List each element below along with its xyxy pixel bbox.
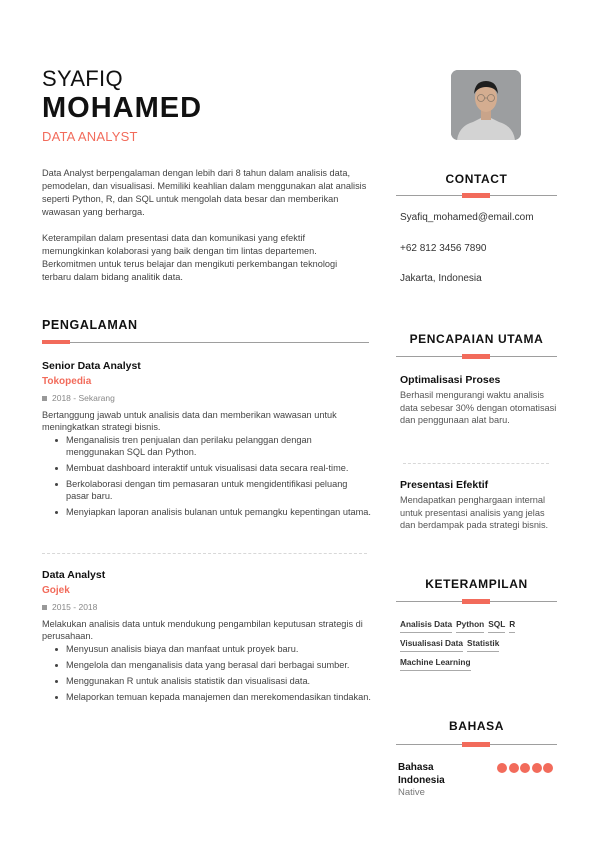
job-bullet: Melaporkan temuan kepada manajemen dan merekomendasikan tindakan. [54,691,372,703]
profile-photo [451,70,521,140]
achievement-description: Berhasil mengurangi waktu analisis data sebesar 30% dengan otomatisasi dan penggunaan alat baru. [400,390,557,425]
last-name: MOHAMED [42,92,203,124]
experience-accent-bar [42,340,70,344]
contact-phone[interactable]: +62 812 3456 7890 [400,243,487,254]
job-entry [42,359,372,522]
achievement-description: Mendapatkan penghargaan internal untuk presentasi analisis yang jelas dan berdampak pada strategi bisnis. [400,495,549,530]
language-name: Bahasa Indonesia [398,762,445,786]
job-role: Senior Data Analyst [42,360,141,372]
achievements-heading: PENCAPAIAN UTAMA [409,332,544,346]
job-separator [42,553,367,554]
job-bullet: Berkolaborasi dengan tim pemasaran untuk mengidentifikasi peluang pasar baru. [54,478,372,502]
skill-tag: Visualisasi Data [400,638,463,652]
skill-tag: Statistik [467,638,499,652]
job-dates [42,392,372,404]
summary-paragraph: Data Analyst berpengalaman dengan lebih dari 8 tahun dalam analisis data, pemodelan, dan visualisasi. Memiliki keahlian dalam menggunakan alat analisis seperti Python, R, dan SQL untuk mengolah data besar dan memberikan wawasan yang berharga. [42,168,367,217]
summary-paragraph: Keterampilan dalam presentasi data dan komunikasi yang efektif memungkinkan kolaborasi yang baik dengan tim lintas departemen. Berkomitmen untuk terus belajar dan mengikuti perkembangan teknologi terbaru dalam bidang analitik data. [42,233,338,282]
first-name: SYAFIQ [42,66,123,91]
job-bullet: Mengelola dan menganalisis data yang berasal dari berbagai sumber. [54,659,372,671]
contact-location: Jakarta, Indonesia [400,273,482,284]
job-bullets [54,643,372,703]
contact-email[interactable]: Syafiq_mohamed@email.com [400,212,534,223]
skills-accent-bar [462,599,490,604]
contact-accent-bar [462,193,490,198]
skill-tag: R [509,619,515,633]
job-dates [42,601,372,613]
job-bullets [54,434,372,518]
skill-tag: Machine Learning [400,657,471,671]
achievement-separator [403,463,549,464]
job-dates-text: 2018 - Sekarang [52,393,115,403]
summary [42,167,367,297]
skill-tag: Analisis Data [400,619,452,633]
rating-dot-icon [497,763,507,773]
job-bullet: Menyiapkan laporan analisis bulanan untuk pemangku kepentingan utama. [54,506,372,518]
job-role: Data Analyst [42,569,106,581]
job-bullet: Menggunakan R untuk analisis statistik dan visualisasi data. [54,675,372,687]
achievement-title: Optimalisasi Proses [400,374,501,386]
calendar-icon [42,396,47,401]
achievements-accent-bar [462,354,490,359]
job-dates-text: 2015 - 2018 [52,602,98,612]
experience-divider [42,342,369,343]
languages-heading: BAHASA [449,719,504,733]
language-level: Native [398,787,425,798]
person-photo-icon [451,70,521,140]
job-description: Bertanggung jawab untuk analisis data dan memberikan wawasan untuk meningkatkan strategi bisnis. [42,410,337,432]
job-description: Melakukan analisis data untuk mendukung pengambilan keputusan strategis di perusahaan. [42,619,363,641]
job-entry [42,568,372,707]
language-rating [497,763,553,773]
achievement-item [400,478,558,532]
job-company: Gojek [42,585,70,596]
rating-dot-icon [520,763,530,773]
achievement-item [400,373,558,427]
job-bullet: Menganalisis tren penjualan dan perilaku pelanggan dengan menggunakan SQL dan Python. [54,434,372,458]
job-title: DATA ANALYST [42,129,138,144]
rating-dot-icon [509,763,519,773]
experience-heading: PENGALAMAN [42,318,138,332]
achievement-title: Presentasi Efektif [400,479,489,491]
skills-list [400,619,560,671]
languages-accent-bar [462,742,490,747]
rating-dot-icon [532,763,542,773]
job-company: Tokopedia [42,376,92,387]
calendar-icon [42,605,47,610]
skills-heading: KETERAMPILAN [425,577,528,591]
job-bullet: Membuat dashboard interaktif untuk visualisasi data secara real-time. [54,462,372,474]
contact-heading: CONTACT [445,172,508,186]
skill-tag: SQL [488,619,505,633]
rating-dot-icon [543,763,553,773]
job-bullet: Menyusun analisis biaya dan manfaat untuk proyek baru. [54,643,372,655]
skill-tag: Python [456,619,484,633]
